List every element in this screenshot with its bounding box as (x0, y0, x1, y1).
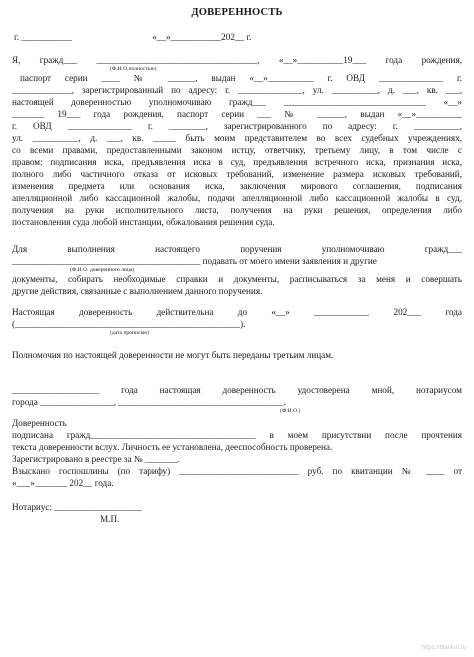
trustee-birth-line: _______ 19___ года рождения, паспорт серии ___ № ______, выдан «__»__________ (12, 109, 462, 119)
notary-signature-line: Нотариус: ___________________ (12, 502, 142, 512)
fee-date-line: «___»_______ 202__ года. (12, 478, 114, 488)
delegate-other-line: другие действия, связанные с выполнением данного поручения. (12, 286, 263, 296)
delegate-actions-line: документы, собирать необходимые справки и документы, расписываться за меня и совершать (12, 274, 462, 284)
fee-line: Взыскано госпошлины (по тарифу) __________________________ руб. по квитанции № ____ от (12, 466, 462, 476)
signed-by-line: подписана гражд____________________________________ в моем присутствии после прочтения (12, 430, 462, 440)
trustee-address-line: ул. __________, д. ___, кв. _____ быть моим представителем во всех судебных учреждениях, (12, 133, 462, 143)
validity-words-line: (_________________________________________________). (12, 319, 246, 329)
identity-line: текста доверенности вслух. Личность ее установлена, дееспособность проверена. (12, 442, 333, 452)
validity-line: Настоящая доверенность действительна до «__» ____________ 202___ года (12, 307, 462, 317)
principal-address-line: _____________, зарегистрированный по адресу: г. ______________, ул. __________, д. ___, кв. ___, (12, 85, 462, 95)
note-fio-trusted: (Ф.И.О. доверенного лица) (70, 267, 135, 273)
powers-line-3: полного либо частичного отказа от исковых требований, изменение размера исковых требований, (12, 169, 462, 179)
note-date-words: (дата прописью) (110, 330, 150, 336)
principal-passport-line: паспорт серии ____ № ______, выдан «__»__________ г. ОВД ______________ г. (20, 73, 462, 83)
powers-line-6: получения на руки исполнительного листа, получения на руки решения, определения либо (12, 205, 462, 215)
principal-name-line: Я, гражд___ ___________________________________, «__»__________19___ года рождения, (12, 55, 462, 65)
powers-line-1: со всеми правами, предоставленными законом истцу, ответчику, третьему лицу, в том числе с (12, 145, 462, 155)
watermark-url: https://blankof.ru (421, 645, 466, 651)
delegate-line: Для выполнения настоящего поручения уполномочиваю гражд___ (12, 244, 462, 254)
powers-line-5: апелляционной либо кассационной жалобы, подачи апелляционной либо кассационной жалобы в суд, (12, 193, 462, 203)
no-transfer-line: Полномочия по настоящей доверенности не могут быть переданы третьим лицам. (12, 350, 334, 360)
delegate-name-line: _________________________________________ подавать от моего имени заявления и другие (12, 256, 377, 266)
note-fio-full: (Ф.И.О.полностью) (110, 66, 157, 72)
powers-line-4: изменения предмета или основания иска, заключения мирового соглашения, подписания (12, 181, 462, 191)
seal-place-label: М.П. (100, 514, 120, 524)
note-fio: (Ф.И.О.) (280, 408, 301, 414)
notary-certify-line: ___________________ года настоящая доверенность удостоверена мной, нотариусом (12, 385, 462, 395)
powers-line-2: правом: подписания иска, предъявления иска в суд, предъявления встречного иска, признания иска, (12, 157, 462, 167)
doc-label-line: Доверенность (12, 418, 67, 428)
place-date-line: г. ___________ «__»___________202__ г. (14, 32, 252, 42)
document-title: ДОВЕРЕННОСТЬ (191, 7, 283, 18)
powers-line-7: постановления суда любой инстанции, обжалования решения суда. (12, 217, 275, 227)
registry-line: Зарегистрировано в реестре за № _______. (12, 454, 180, 464)
authorize-line: настоящей доверенностью уполномочиваю гражд___ _______________________________ «__» (12, 97, 462, 107)
notary-city-line: города ________________, ____________________________________. (12, 397, 286, 407)
trustee-ovd-line: г. ОВД ______________ г. ________, зарегистрированного по адресу: г. __________, (12, 121, 462, 131)
